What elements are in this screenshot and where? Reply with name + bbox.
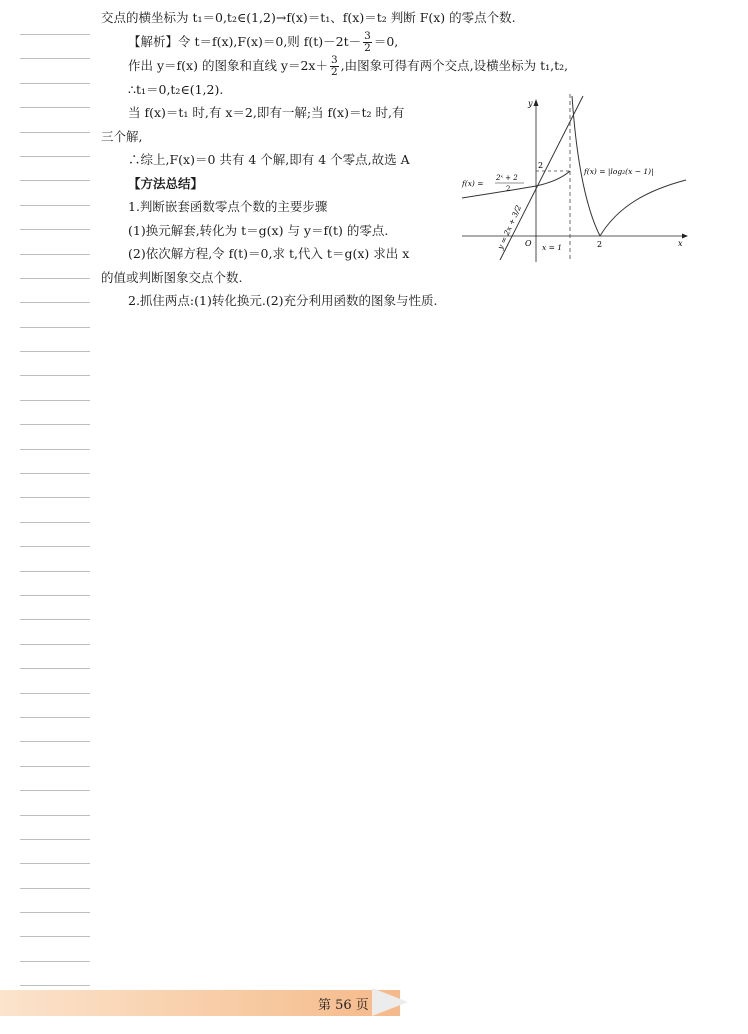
text-line-1: 交点的横坐标为 t₁＝0,t₂∈(1,2)→f(x)＝t₁、f(x)＝t₂ 判断 F(x) 的零点个数. xyxy=(101,10,516,25)
text-line-3 xyxy=(101,54,728,78)
text-line-6: 三个解, xyxy=(101,128,143,144)
text-line-5: 当 f(x)＝t₁ 时,有 x＝2,即有一解;当 f(x)＝t₂ 时,有 xyxy=(128,105,405,120)
log-curve-label: f(x) = |log₂(x − 1)| xyxy=(584,167,654,176)
x-axis-arrow xyxy=(682,234,688,239)
text-line-10: (1)换元解套,转化为 t＝g(x) 与 y＝f(t) 的零点. xyxy=(128,222,389,238)
fraction-3-2b: $\frac{3}{2}$ xyxy=(330,53,338,78)
analysis-start: 【解析】令 t＝f(x),F(x)＝0,则 f(t)－2t－ xyxy=(128,33,362,49)
y-axis-label: y xyxy=(528,99,533,108)
log-curve-left-branch xyxy=(572,96,600,236)
left-curve-numerator: 2ˣ + 2 xyxy=(496,174,518,182)
text-line-9: 1.判断嵌套函数零点个数的主要步骤 xyxy=(128,199,328,214)
y-axis-arrow xyxy=(534,99,539,106)
analysis-end: ＝0, xyxy=(373,33,399,49)
x-tick-2: 2 xyxy=(597,240,603,249)
text-line-13: 2.抓住两点:(1)转化换元.(2)充分利用函数的图象与性质. xyxy=(128,293,438,308)
straight-line-label: y = 2x + 3/2 xyxy=(495,203,524,251)
text-line-4: ∴t₁＝0,t₂∈(1,2). xyxy=(128,81,224,97)
left-curve-denominator: 2 xyxy=(506,185,511,193)
graph-text-end: ,由图象可得有两个交点,设横坐标为 t₁,t₂, xyxy=(340,57,569,73)
log-curve-right-branch xyxy=(600,180,686,236)
footer-arrow xyxy=(372,988,408,1016)
x-axis-label: x xyxy=(678,239,683,248)
asymptote-label: x = 1 xyxy=(542,243,563,252)
function-graph xyxy=(458,94,694,266)
fraction-3-2: $\frac{3}{2}$ xyxy=(364,29,371,54)
graph-text-start: 作出 y＝f(x) 的图象和直线 y＝2x＋ xyxy=(128,57,328,73)
text-line-2 xyxy=(101,30,728,54)
left-curve-label: f(x) = xyxy=(462,179,484,188)
text-line-11: (2)依次解方程,令 f(t)＝0,求 t,代入 t＝g(x) 求出 x xyxy=(128,246,410,261)
method-summary-heading: 【方法总结】 xyxy=(128,175,204,191)
text-line-7: ∴综上,F(x)＝0 共有 4 个解,即有 4 个零点,故选 A xyxy=(128,152,410,167)
note-lines xyxy=(20,20,90,1010)
y-tick-2: 2 xyxy=(538,161,544,170)
origin-label: O xyxy=(525,239,532,248)
text-line-12: 的值或判断图象交点个数. xyxy=(101,269,243,285)
page-number: 第 56 页 xyxy=(318,998,369,1013)
